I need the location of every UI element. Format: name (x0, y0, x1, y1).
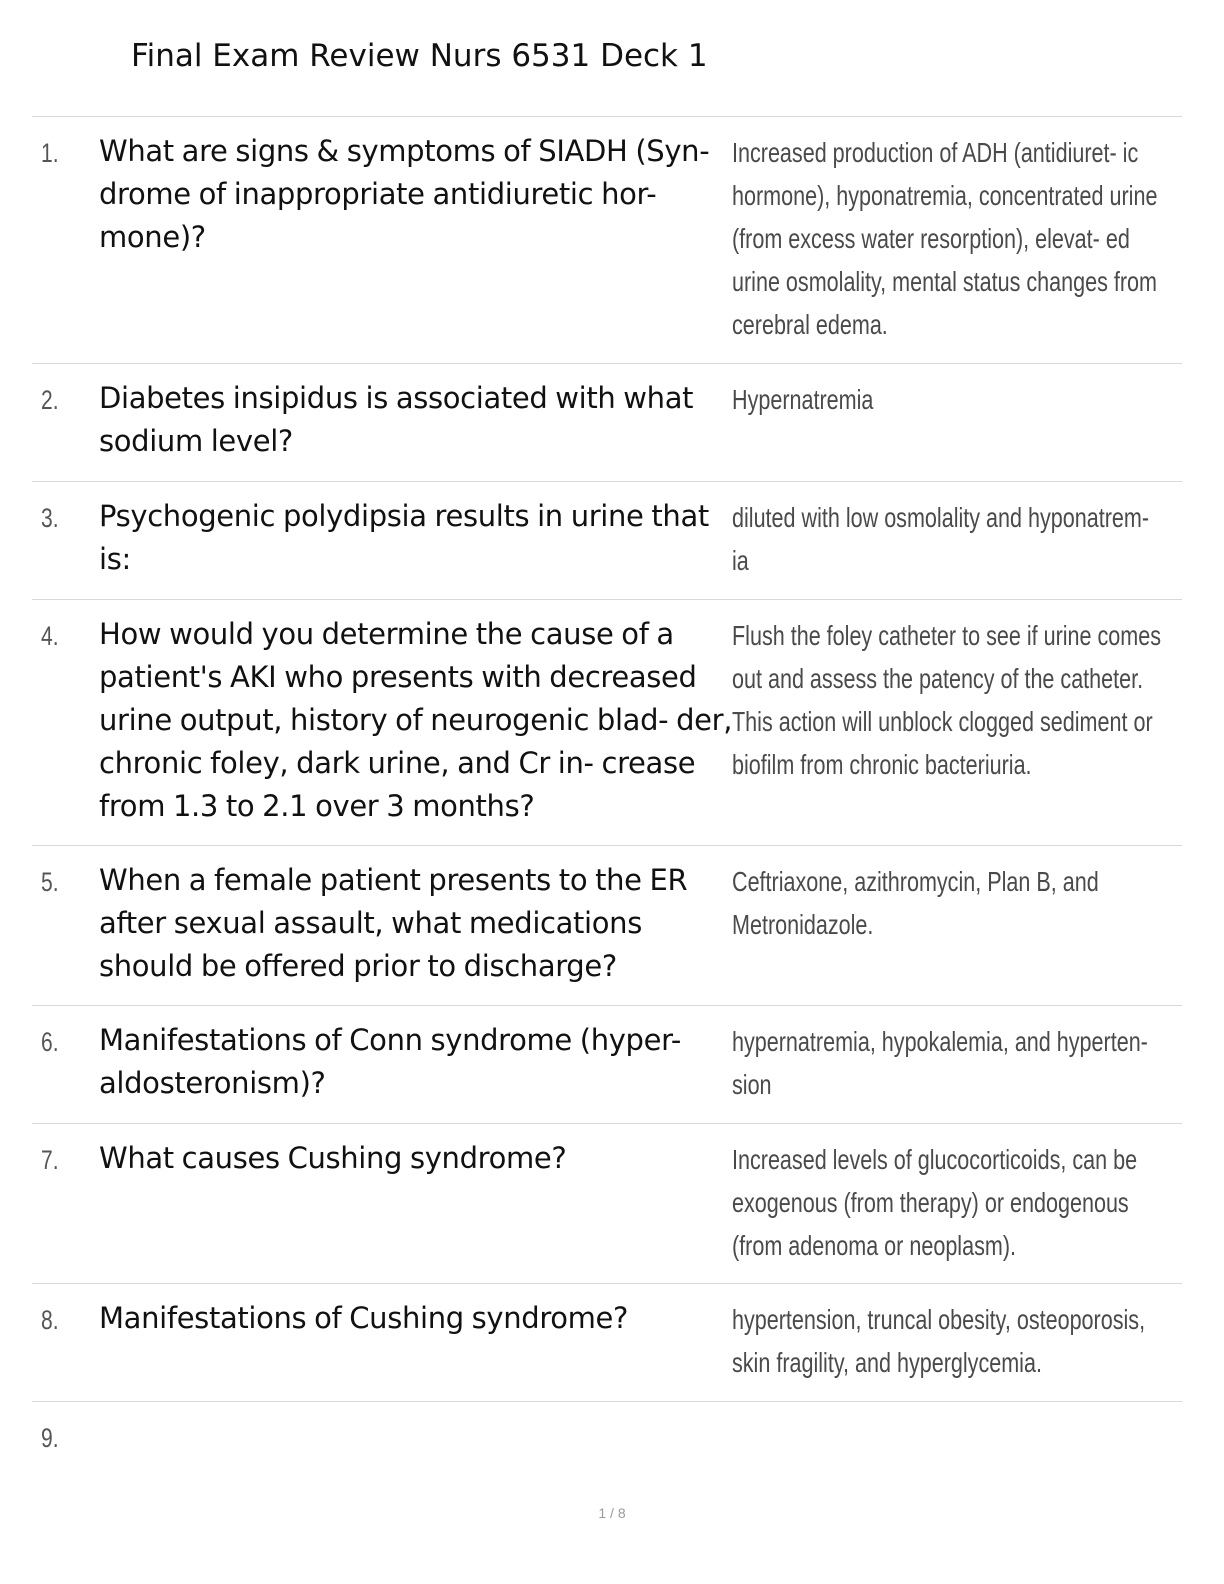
card-answer: Flush the foley catheter to see if urine comes out and assess the patency of the catheter. This action will unblock clogged sediment or biofilm from chronic bacteriuria. (732, 620, 1162, 780)
card-question: Psychogenic polydipsia results in urine that is: (99, 499, 709, 576)
card-number: 9. (41, 1423, 59, 1453)
flashcard-row (32, 1402, 1182, 1482)
flashcard-list (32, 116, 1182, 1482)
card-answer: hypernatremia, hypokalemia, and hyperten- sion (732, 1026, 1148, 1100)
card-number: 6. (41, 1027, 59, 1057)
flashcard-row (32, 600, 1182, 846)
card-question: When a female patient presents to the ER after sexual assault, what medications should be offered prior to discharge? (99, 863, 688, 983)
card-number: 2. (41, 385, 59, 415)
card-answer: Ceftriaxone, azithromycin, Plan B, and Metronidazole. (732, 866, 1099, 940)
card-number: 5. (41, 867, 59, 897)
flashcard-row (32, 1124, 1182, 1284)
card-question: Manifestations of Conn syndrome (hyper- aldosteronism)? (99, 1023, 681, 1100)
flashcard-row (32, 482, 1182, 600)
card-number: 7. (41, 1145, 59, 1175)
card-question: Diabetes insipidus is associated with what sodium level? (99, 381, 694, 458)
card-number: 1. (41, 138, 59, 168)
card-number: 4. (41, 621, 59, 651)
card-number: 8. (41, 1305, 59, 1335)
card-answer: diluted with low osmolality and hyponatrem- ia (732, 502, 1150, 576)
card-number: 3. (41, 503, 59, 533)
card-answer: Increased levels of glucocorticoids, can be exogenous (from therapy) or endogenous (from adenoma or neoplasm). (732, 1144, 1138, 1261)
card-question: How would you determine the cause of a patient's AKI who presents with decreased urine output, history of neurogenic blad- der, chronic foley, dark urine, and Cr in- crease from 1.3 to 2.1 over 3 months? (99, 617, 733, 823)
flashcard-row (32, 1006, 1182, 1124)
page-indicator: 1 / 8 (598, 1505, 626, 1521)
flashcard-row (32, 846, 1182, 1006)
card-question: What are signs & symptoms of SIADH (Syn- drome of inappropriate antidiuretic hor- mone)? (99, 134, 710, 254)
flashcard-row (32, 364, 1182, 482)
card-question: What causes Cushing syndrome? (99, 1141, 567, 1175)
document-title: Final Exam Review Nurs 6531 Deck 1 (131, 38, 708, 74)
card-answer: Increased production of ADH (antidiuret- ic hormone), hyponatremia, concentrated urine (from excess water resorption), elevat- ed urine osmolality, mental status changes from cerebral edema. (732, 137, 1158, 340)
card-question: Manifestations of Cushing syndrome? (99, 1301, 629, 1335)
flashcard-row (32, 117, 1182, 364)
card-answer: Hypernatremia (732, 384, 874, 415)
flashcard-row (32, 1284, 1182, 1402)
card-answer: hypertension, truncal obesity, osteoporosis, skin fragility, and hyperglycemia. (732, 1304, 1146, 1378)
